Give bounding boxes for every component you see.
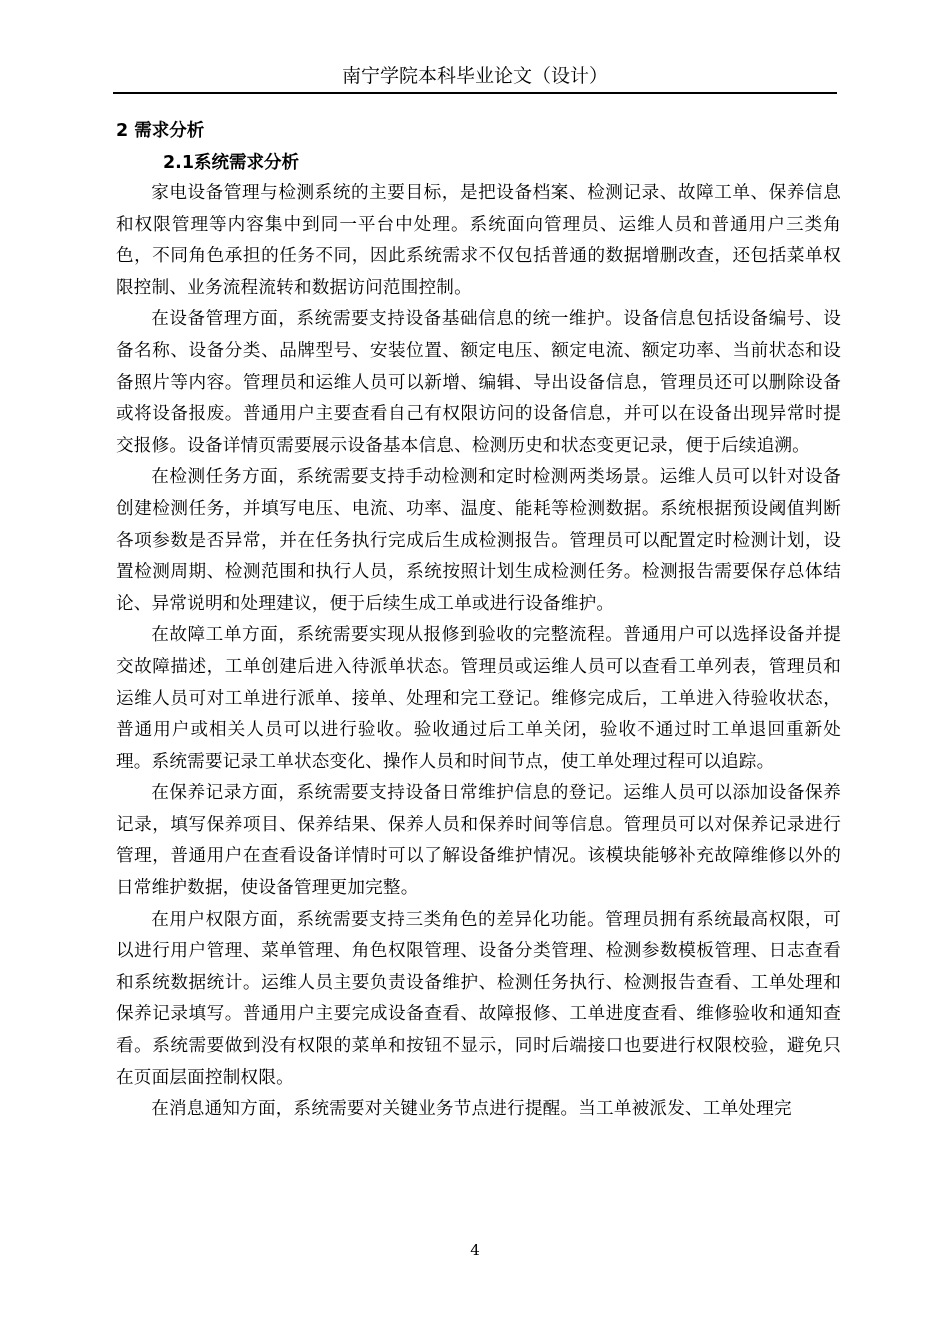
document-body — [116, 114, 841, 1126]
paragraph-intro: 家电设备管理与检测系统的主要目标，是把设备档案、检测记录、故障工单、保养信息和权限管理等内容集中到同一平台中处理。系统面向管理员、运维人员和普通用户三类角色，不同角色承担的任务不同，因此系统需求不仅包括普通的数据增删改查，还包括菜单权限控制、业务流程流转和数据访问范围控制。 — [116, 183, 841, 298]
page-header: 南宁学院本科毕业论文（设计） — [341, 65, 608, 87]
page-number: 4 — [470, 1241, 480, 1259]
paragraph-notifications: 在消息通知方面，系统需要对关键业务节点进行提醒。当工单被派发、工单处理完 — [151, 1099, 792, 1120]
paragraph-device-management: 在设备管理方面，系统需要支持设备基础信息的统一维护。设备信息包括设备编号、设备名称、设备分类、品牌型号、安装位置、额定电压、额定电流、额定功率、当前状态和设备照片等内容。管理员和运维人员可以新增、编辑、导出设备信息，管理员还可以删除设备或将设备报废。普通用户主要查看自己有权限访问的设备信息，并可以在设备出现异常时提交报修。设备详情页需要展示设备基本信息、检测历史和状态变更记录，便于后续追溯。 — [116, 309, 841, 456]
paragraph-maintenance-records: 在保养记录方面，系统需要支持设备日常维护信息的登记。运维人员可以添加设备保养记录，填写保养项目、保养结果、保养人员和保养时间等信息。管理员可以对保养记录进行管理，普通用户在查看设备详情时可以了解设备维护情况。该模块能够补充故障维修以外的日常维护数据，使设备管理更加完整。 — [116, 783, 841, 899]
subsection-heading: 2.1系统需求分析 — [163, 153, 300, 173]
header-rule — [113, 92, 837, 94]
paragraph-user-permissions: 在用户权限方面，系统需要支持三类角色的差异化功能。管理员拥有系统最高权限，可以进行用户管理、菜单管理、角色权限管理、设备分类管理、检测参数模板管理、日志查看和系统数据统计。运维人员主要负责设备维护、检测任务执行、检测报告查看、工单处理和保养记录填写。普通用户主要完成设备查看、故障报修、工单进度查看、维修验收和通知查看。系统需要做到没有权限的菜单和按钮不显示，同时后端接口也要进行权限校验，避免只在页面层面控制权限。 — [116, 909, 841, 1088]
paragraph-inspection-tasks: 在检测任务方面，系统需要支持手动检测和定时检测两类场景。运维人员可以针对设备创建检测任务，并填写电压、电流、功率、温度、能耗等检测数据。系统根据预设阈值判断各项参数是否异常，并在任务执行完成后生成检测报告。管理员可以配置定时检测计划，设置检测周期、检测范围和执行人员，系统按照计划生成检测任务。检测报告需要保存总体结论、异常说明和处理建议，便于后续生成工单或进行设备维护。 — [116, 467, 841, 614]
paragraph-fault-workorders: 在故障工单方面，系统需要实现从报修到验收的完整流程。普通用户可以选择设备并提交故障描述，工单创建后进入待派单状态。管理员或运维人员可以查看工单列表，管理员和运维人员可对工单进行派单、接单、处理和完工登记。维修完成后，工单进入待验收状态，普通用户或相关人员可以进行验收。验收通过后工单关闭，验收不通过时工单退回重新处理。系统需要记录工单状态变化、操作人员和时间节点，使工单处理过程可以追踪。 — [116, 625, 841, 772]
section-heading: 2 需求分析 — [116, 121, 205, 141]
